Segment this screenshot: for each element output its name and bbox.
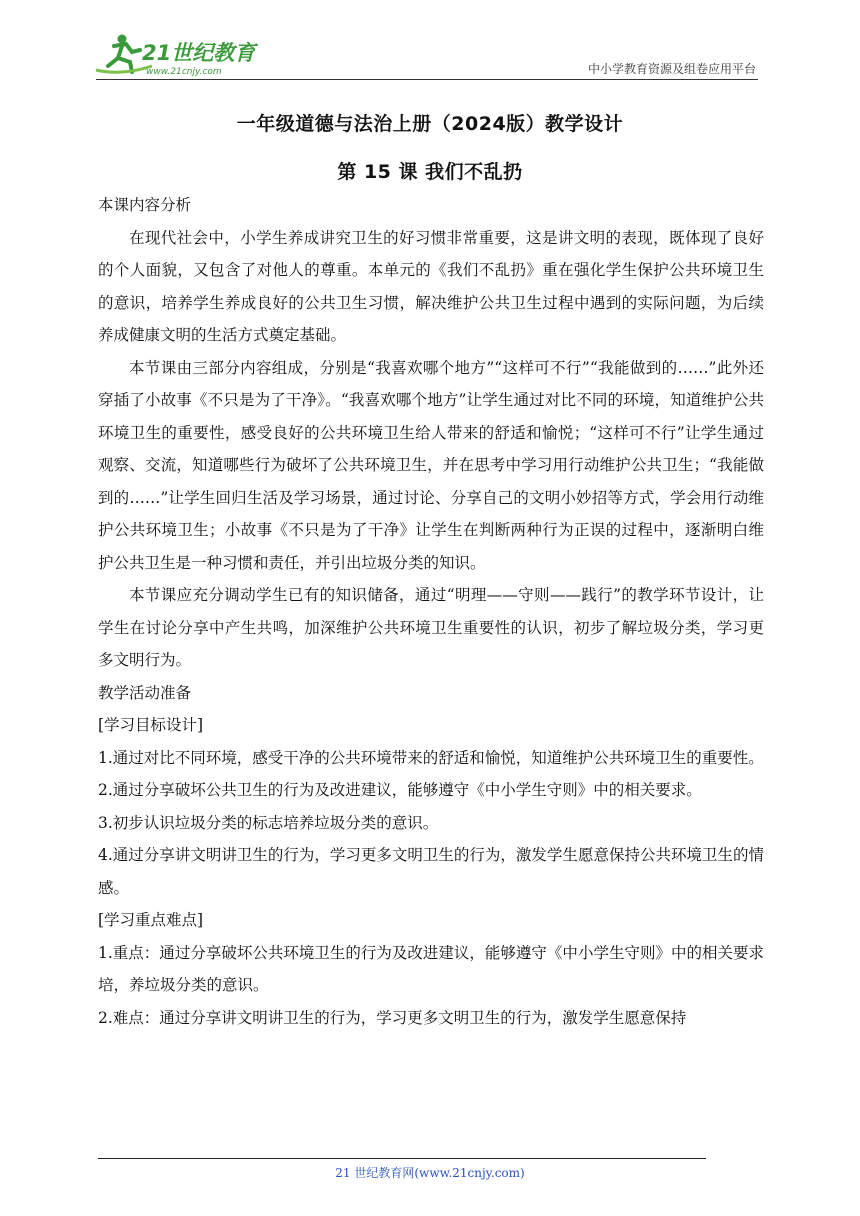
- logo-text: 21世纪教育: [142, 41, 256, 65]
- lesson-title: 第 15 课 我们不乱扔: [337, 161, 523, 183]
- header-divider: [96, 79, 758, 80]
- paragraph: 本节课由三部分内容组成，分别是“我喜欢哪个地方”“这样可不行”“我能做到的……”此外还穿插了小故事《不只是为了干净》。“我喜欢哪个地方”让学生通过对比不同的环境，知道维护公共环境卫生的重要性，感受良好的公共环境卫生给人带来的舒适和愉悦；“这样可不行”让学生通过观察、交流，知道哪些行为破坏了公共环境卫生，并在思考中学习用行动维护公共卫生；“我能做到的……”让学生回归生活及学习场景，通过讨论、分享自己的文明小妙招等方式，学会用行动维护公共环境卫生；小故事《不只是为了干净》让学生在判断两种行为正误的过程中，逐渐明白维护公共卫生是一种习惯和责任，并引出垃圾分类的知识。: [98, 358, 764, 572]
- logo-url: www.21cnjy.com: [146, 67, 222, 77]
- paragraph: 本节课应充分调动学生已有的知识储备，通过“明理——守则——践行”的教学环节设计，让学生在讨论分享中产生共鸣，加深维护公共环境卫生重要性的认识，初步了解垃圾分类，学习更多文明行为。: [98, 586, 764, 669]
- brand-logo[interactable]: [92, 30, 262, 80]
- runner-logo-icon: [92, 30, 262, 80]
- key-point-item: 2.难点：通过分享讲文明讲卫生的行为，学习更多文明卫生的行为，激发学生愿意保持: [98, 1008, 687, 1027]
- goal-item: 2.通过分享破坏公共卫生的行为及改进建议，能够遵守《中小学生守则》中的相关要求。: [98, 781, 702, 799]
- document-title: 一年级道德与法治上册（2024版）教学设计: [236, 113, 624, 135]
- goals-heading: [学习目标设计]: [98, 716, 204, 734]
- goal-item: 1.通过对比不同环境，感受干净的公共环境带来的舒适和愉悦，知道维护公共环境卫生的重要性。: [98, 748, 764, 767]
- section-heading-preparation: 教学活动准备: [98, 683, 192, 702]
- footer-divider: [98, 1158, 706, 1159]
- page-header: [0, 0, 860, 90]
- goal-item: 3.初步认识垃圾分类的标志培养垃圾分类的意识。: [98, 813, 439, 832]
- key-points-heading: [学习重点难点]: [98, 911, 204, 929]
- section-heading-analysis: 本课内容分析: [98, 196, 192, 214]
- document-body: [98, 189, 764, 1034]
- platform-name: 中小学教育资源及组卷应用平台: [587, 62, 756, 76]
- footer-link[interactable]: 21 世纪教育网(www.21cnjy.com): [335, 1166, 525, 1180]
- key-point-item: 1.重点：通过分享破坏公共环境卫生的行为及改进建议，能够遵守《中小学生守则》中的相关要求培，养垃圾分类的意识。: [98, 943, 764, 994]
- paragraph: 在现代社会中，小学生养成讲究卫生的好习惯非常重要，这是讲文明的表现，既体现了良好的个人面貌，又包含了对他人的尊重。本单元的《我们不乱扔》重在强化学生保护公共环境卫生的意识，培养学生养成良好的公共卫生习惯，解决维护公共卫生过程中遇到的实际问题，为后续养成健康文明的生活方式奠定基础。: [98, 228, 764, 344]
- goal-item: 4.通过分享讲文明讲卫生的行为，学习更多文明卫生的行为，激发学生愿意保持公共环境卫生的情感。: [98, 846, 764, 897]
